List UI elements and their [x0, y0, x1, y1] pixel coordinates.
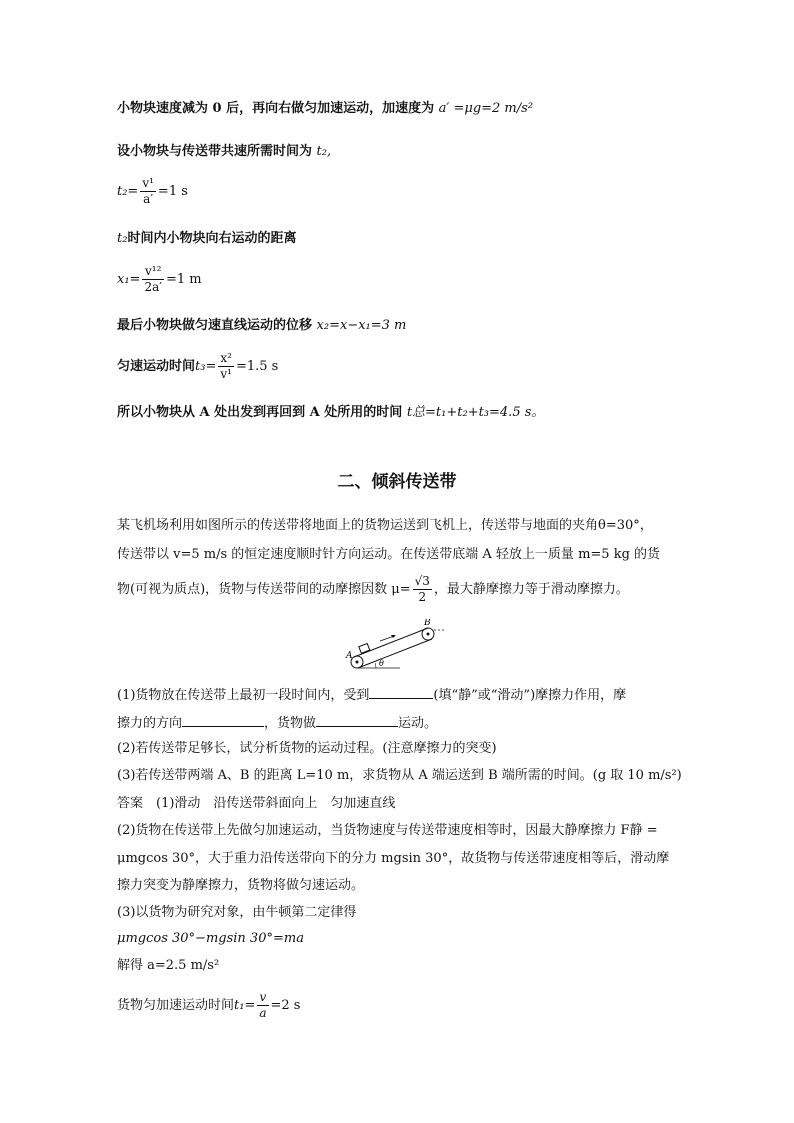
problem-line-2: 传送带以 v=5 m/s 的恒定速度顺时针方向运动。在传送带底端 A 轻放上一质量 m=5 kg 的货 — [117, 547, 661, 562]
fraction — [257, 990, 268, 1021]
solution-line-1 — [117, 100, 533, 118]
text: 匀速运动时间 — [117, 359, 196, 374]
formula: a′ =μg=2 m/s² — [438, 101, 534, 116]
numerator: x² — [218, 351, 234, 367]
conveyor-diagram — [340, 619, 450, 675]
lhs: t₃= — [195, 359, 217, 374]
text: (1)货物放在传送带上最初一段时间内，受到 — [117, 688, 370, 703]
denominator: a — [259, 1006, 267, 1020]
lhs: t₂= — [117, 184, 139, 199]
denominator: 2 — [418, 590, 427, 604]
text: 时间内小物块向右运动的距离 — [127, 231, 297, 246]
numerator: v — [257, 990, 268, 1006]
question-1-line-2 — [117, 713, 437, 733]
pulley-b-axle — [427, 633, 430, 636]
numerator: √3 — [414, 574, 430, 588]
answer-line-6: μmgcos 30°−mgsin 30°=ma — [117, 931, 304, 946]
rhs: =1 s — [157, 184, 188, 199]
pulley-a-axle — [356, 661, 359, 664]
fraction — [218, 351, 234, 382]
rhs: =1.5 s — [235, 359, 279, 374]
question-3: (3)若传送带两端 A、B 的距离 L=10 m，求货物从 A 端运送到 B 端所需的时间。(g 取 10 m/s²) — [117, 768, 682, 783]
question-1-line-1 — [117, 685, 626, 705]
solution-line-6 — [117, 317, 406, 335]
answer-line-7: 解得 a=2.5 m/s² — [117, 958, 220, 973]
equation-t2 — [117, 176, 188, 207]
angle-arc — [375, 663, 376, 668]
denominator: 2a′ — [144, 280, 162, 294]
lhs: t₁= — [234, 998, 256, 1013]
label-a: A — [346, 651, 353, 661]
text: (填“静”或“滑动”)摩擦力作用，摩 — [433, 688, 627, 703]
lhs: x₁= — [117, 272, 141, 287]
text: 运动。 — [398, 716, 438, 731]
fraction — [140, 176, 156, 207]
text: 最后小物块做匀速直线运动的位移 — [117, 318, 313, 333]
equation-t3 — [117, 351, 278, 382]
text: 设小物块与传送带共速所需时间为 — [117, 144, 313, 159]
belt-top — [354, 628, 428, 657]
text: ，货物做 — [264, 716, 317, 731]
answer-line-8 — [117, 990, 300, 1021]
rhs: =1 m — [165, 272, 202, 287]
text: 物(可视为质点)，货物与传送带间的动摩擦因数 μ= — [117, 582, 411, 597]
text: 所以小物块从 A 处出发到再回到 A 处所用的时间 — [117, 405, 403, 420]
problem-line-3 — [117, 574, 629, 605]
denominator: v¹ — [220, 367, 232, 381]
question-2: (2)若传送带足够长，试分析货物的运动过程。(注意摩擦力的突变) — [117, 741, 497, 756]
denominator: a′ — [143, 192, 154, 206]
motion-arrow — [380, 636, 394, 641]
answer-line-3: μmgcos 30°，大于重力沿传送带向下的分力 mgsin 30°，故货物与传送带速度相等后，滑动摩 — [117, 851, 670, 866]
solution-line-2 — [117, 143, 331, 161]
fraction — [413, 574, 432, 605]
label-theta: θ — [379, 659, 384, 668]
answer-line-2: (2)货物在传送带上先做匀加速运动，当货物速度与传送带速度相等时，因最大静摩擦力 F静 = — [117, 823, 658, 838]
answer-line-1: 答案 (1)滑动 沿传送带斜面向上 匀加速直线 — [117, 796, 396, 811]
variable: t₂ — [117, 231, 128, 246]
variable: t₂, — [316, 144, 332, 159]
text: 小物块速度减为 0 后，再向右做匀加速运动，加速度为 — [117, 101, 435, 116]
answer-line-4: 擦力突变为静摩擦力，货物将做匀速运动。 — [117, 878, 365, 893]
text: ，最大静摩擦力等于滑动摩擦力。 — [433, 582, 629, 597]
fraction — [142, 264, 164, 295]
solution-line-4 — [117, 230, 296, 248]
equation-x1 — [117, 264, 202, 295]
answer-blank[interactable] — [182, 713, 264, 727]
section-title: 二、倾斜传送带 — [337, 472, 457, 492]
answer-line-5: (3)以货物为研究对象，由牛顿第二定律得 — [117, 905, 357, 920]
answer-blank[interactable] — [316, 713, 398, 727]
solution-line-8 — [117, 404, 544, 422]
problem-line-1: 某飞机场利用如图所示的传送带将地面上的货物运送到飞机上，传送带与地面的夹角θ=30°， — [117, 518, 653, 533]
text: 擦力的方向 — [117, 716, 183, 731]
formula: t总=t₁+t₂+t₃=4.5 s。 — [406, 405, 545, 420]
formula: x₂=x−x₁=3 m — [316, 318, 407, 333]
numerator: v¹² — [142, 264, 164, 280]
belt-bottom — [358, 639, 432, 668]
numerator: v¹ — [142, 176, 154, 190]
label-b: B — [424, 619, 431, 628]
text: 货物匀加速运动时间 — [117, 998, 235, 1013]
answer-blank[interactable] — [369, 685, 433, 699]
rhs: =2 s — [270, 998, 301, 1013]
